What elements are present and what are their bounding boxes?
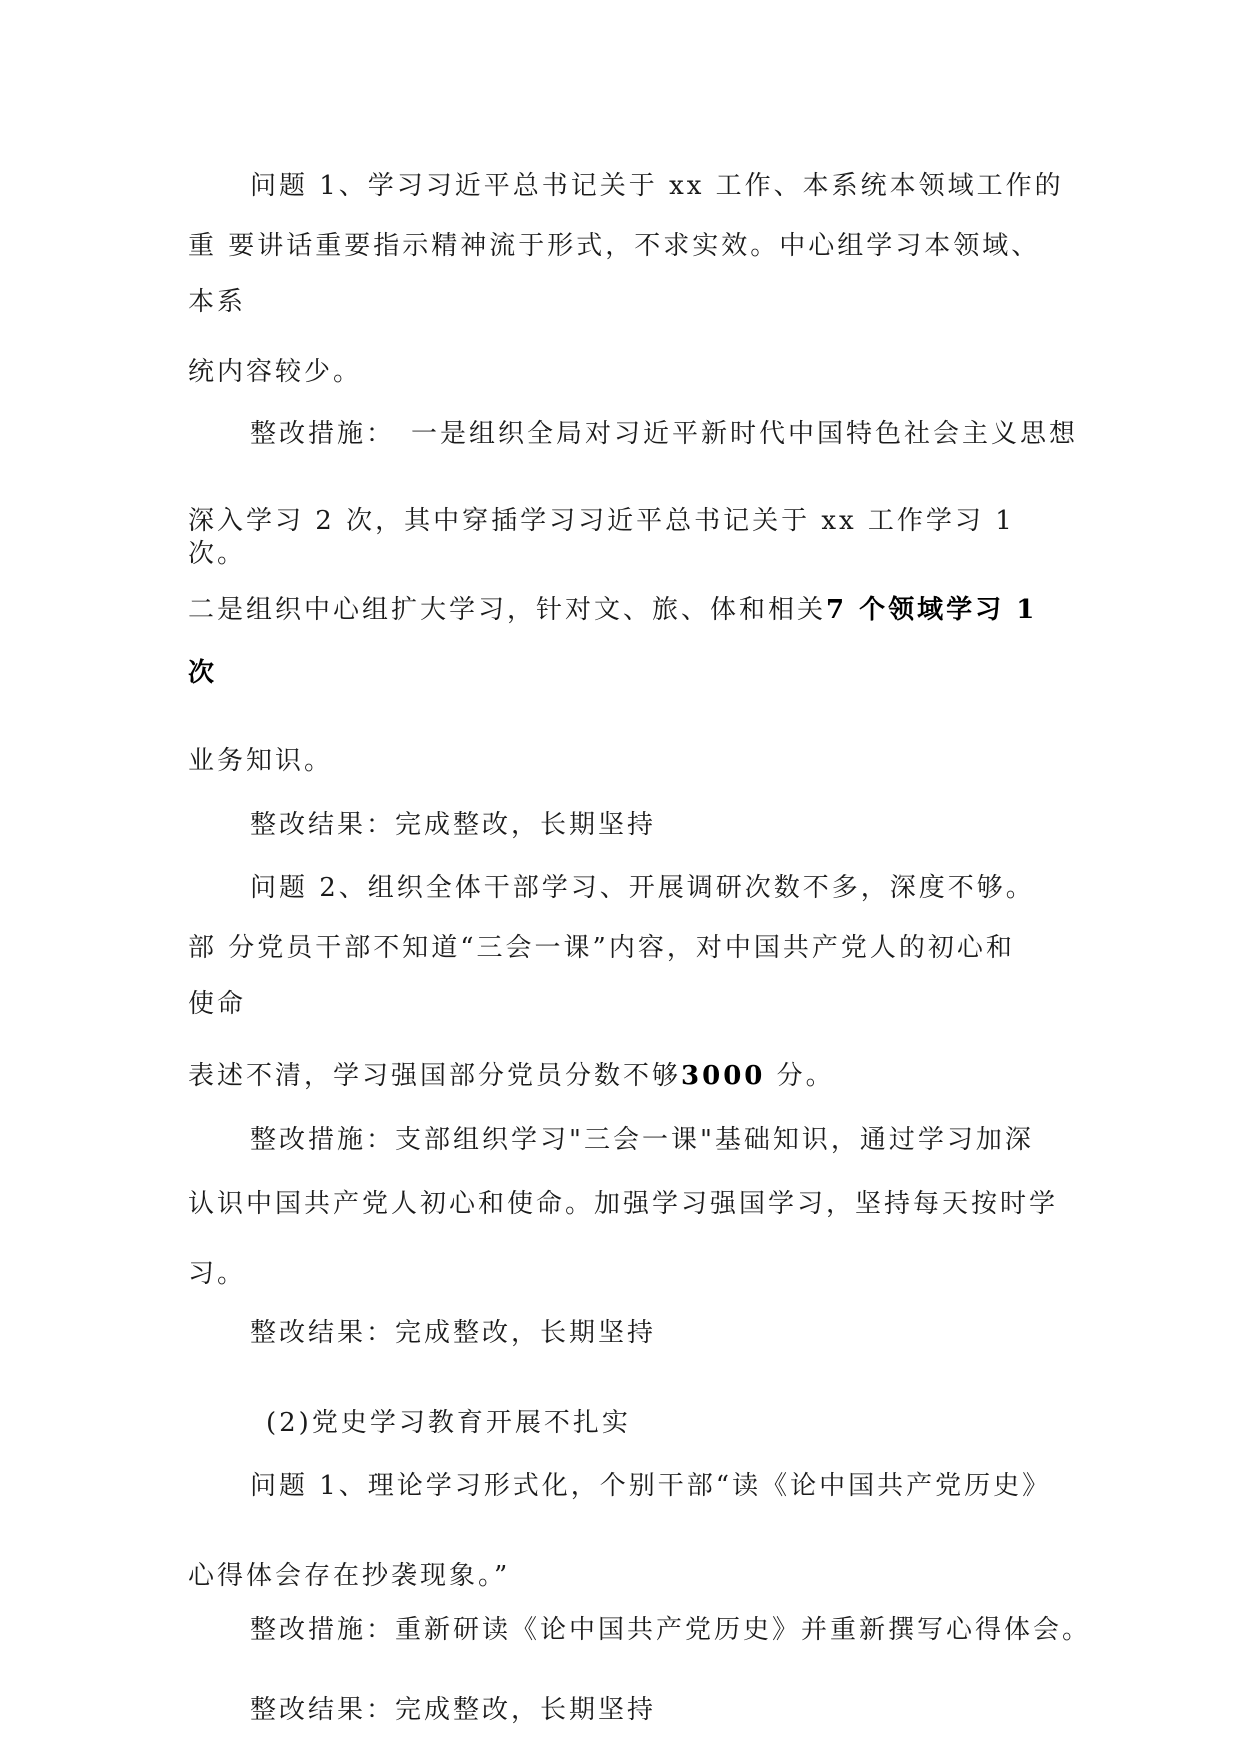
paragraph-line: 整改措施：重新研读《论中国共产党历史》并重新撰写心得体会。 bbox=[250, 1615, 1092, 1645]
paragraph-line: 整改结果：完成整改，长期坚持 bbox=[250, 810, 657, 840]
paragraph-line bbox=[188, 1060, 835, 1092]
bold-text: 7 个领域学习 1 bbox=[826, 595, 1038, 625]
paragraph-line: 深入学习 2 次，其中穿插学习习近平总书记关于 xx 工作学习 1 bbox=[188, 506, 1015, 536]
paragraph-line: 部 分党员干部不知道“三会一课”内容，对中国共产党人的初心和 bbox=[188, 933, 1015, 963]
paragraph-line: 问题 1、理论学习形式化，个别干部“读《论中国共产党历史》 bbox=[250, 1471, 1052, 1501]
paragraph-line: 本系 bbox=[188, 287, 247, 317]
paragraph-line: 使命 bbox=[188, 989, 247, 1019]
paragraph-line bbox=[188, 594, 1037, 626]
line-text: 二是组织中心组扩大学习，针对文、旅、体和相关 bbox=[188, 595, 827, 625]
paragraph-line: 整改措施：支部组织学习"三会一课"基础知识，通过学习加深 bbox=[250, 1125, 1034, 1155]
paragraph-line: 整改结果：完成整改，长期坚持 bbox=[250, 1695, 657, 1725]
paragraph-line: 整改措施： 一是组织全局对习近平新时代中国特色社会主义思想 bbox=[250, 419, 1079, 449]
paragraph-line: 次 bbox=[188, 658, 218, 688]
paragraph-line: 次。 bbox=[188, 539, 247, 569]
section-heading: (2)党史学习教育开展不扎实 bbox=[266, 1408, 631, 1438]
paragraph-line: 问题 1、学习习近平总书记关于 xx 工作、本系统本领域工作的 bbox=[250, 171, 1064, 201]
paragraph-line: 心得体会存在抄袭现象。” bbox=[188, 1561, 511, 1591]
paragraph-line: 习。 bbox=[188, 1259, 247, 1289]
line-text: 分。 bbox=[765, 1061, 835, 1091]
paragraph-line: 重 要讲话重要指示精神流于形式，不求实效。中心组学习本领域、 bbox=[188, 231, 1041, 261]
paragraph-line: 认识中国共产党人初心和使命。加强学习强国学习，坚持每天按时学 bbox=[188, 1189, 1059, 1219]
line-text: 表述不清，学习强国部分党员分数不够 bbox=[188, 1061, 682, 1091]
paragraph-line: 问题 2、组织全体干部学习、开展调研次数不多，深度不够。 bbox=[250, 873, 1035, 903]
bold-text: 3000 bbox=[681, 1061, 766, 1091]
paragraph-line: 统内容较少。 bbox=[188, 357, 363, 387]
paragraph-line: 整改结果：完成整改，长期坚持 bbox=[250, 1318, 657, 1348]
paragraph-line: 业务知识。 bbox=[188, 746, 334, 776]
